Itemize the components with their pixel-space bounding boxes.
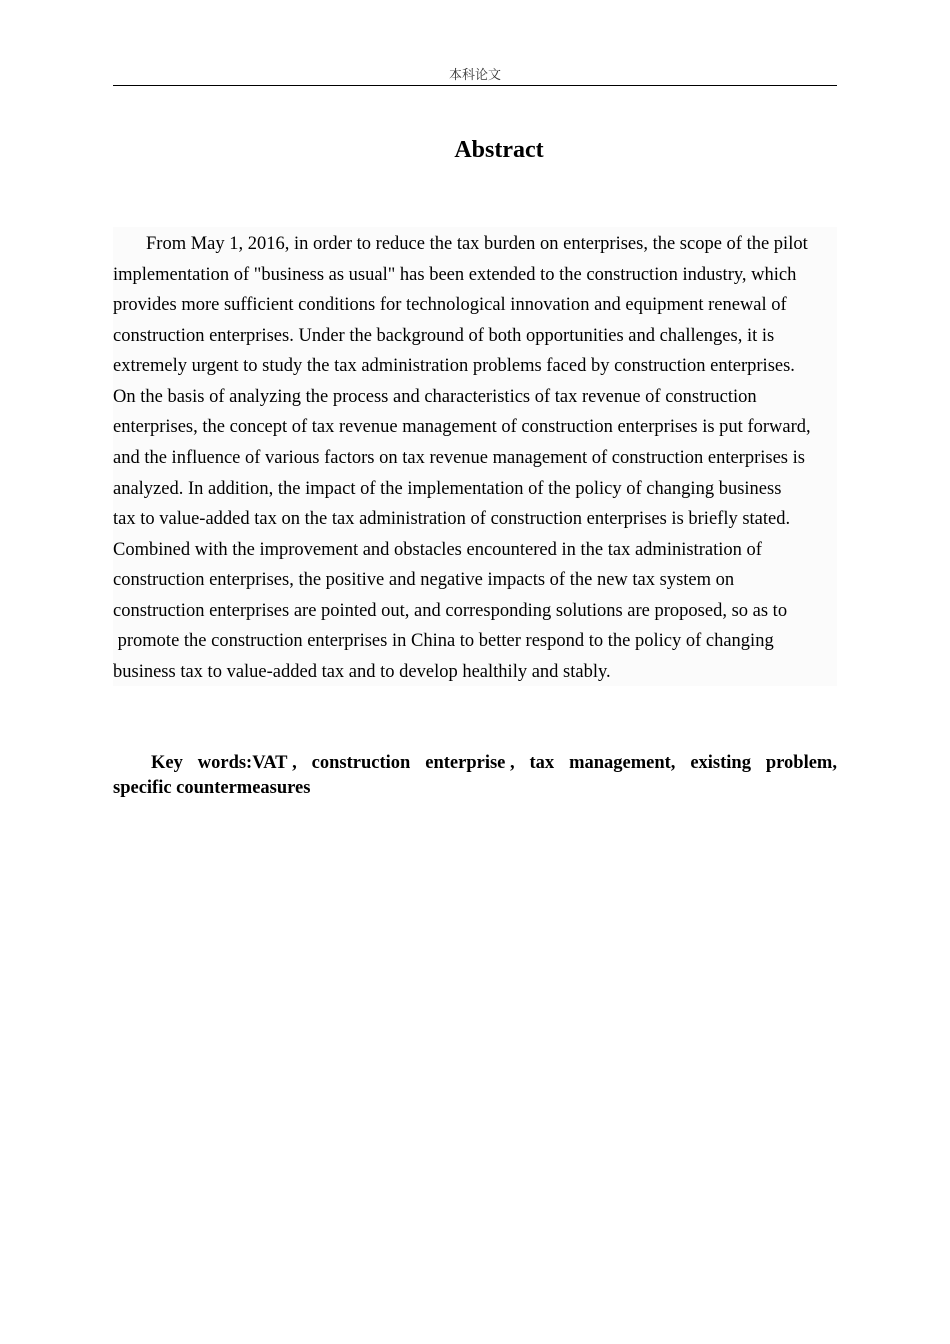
abstract-line: and the influence of various factors on tax revenue management of construction enterprises is: [113, 448, 805, 468]
keyword-token: construction: [311, 753, 411, 773]
abstract-line: construction enterprises, the positive and negative impacts of the new tax system on: [113, 570, 735, 590]
header-rule: [113, 85, 837, 86]
keyword-token: management,: [569, 753, 676, 773]
keywords-continuation: specific countermeasures: [113, 778, 311, 798]
abstract-line: extremely urgent to study the tax administration problems faced by construction enterprises.: [113, 356, 795, 376]
keyword-token: tax: [529, 753, 555, 773]
abstract-line: construction enterprises are pointed out, and corresponding solutions are proposed, so as to: [113, 601, 788, 621]
abstract-line: implementation of "business as usual" has been extended to the construction industry, which: [113, 265, 797, 285]
abstract-body: [113, 227, 837, 686]
abstract-line: provides more sufficient conditions for technological innovation and equipment renewal of: [113, 295, 787, 315]
abstract-line: business tax to value-added tax and to develop healthily and stably.: [113, 662, 611, 682]
abstract-line: promote the construction enterprises in China to better respond to the policy of changing: [113, 631, 774, 651]
keyword-token: enterprise ,: [425, 753, 515, 773]
keyword-token: problem,: [765, 753, 837, 773]
running-header: 本科论文: [448, 68, 501, 83]
abstract-line: construction enterprises. Under the background of both opportunities and challenges, it is: [113, 326, 775, 346]
abstract-line: From May 1, 2016, in order to reduce the tax burden on enterprises, the scope of the pilot: [146, 234, 808, 254]
abstract-line: analyzed. In addition, the impact of the implementation of the policy of changing business: [113, 479, 782, 499]
abstract-line: Combined with the improvement and obstacles encountered in the tax administration of: [113, 540, 762, 560]
abstract-title: Abstract: [454, 137, 544, 163]
abstract-line: enterprises, the concept of tax revenue management of construction enterprises is put forward,: [113, 417, 811, 437]
keyword-token: Key: [151, 753, 183, 773]
abstract-line: tax to value-added tax on the tax administration of construction enterprises is briefly stated.: [113, 509, 791, 529]
keyword-token: existing: [690, 753, 751, 773]
keywords-line: [113, 751, 837, 775]
keyword-token: words:VAT ,: [197, 753, 297, 773]
abstract-line: On the basis of analyzing the process and characteristics of tax revenue of construction: [113, 387, 757, 407]
